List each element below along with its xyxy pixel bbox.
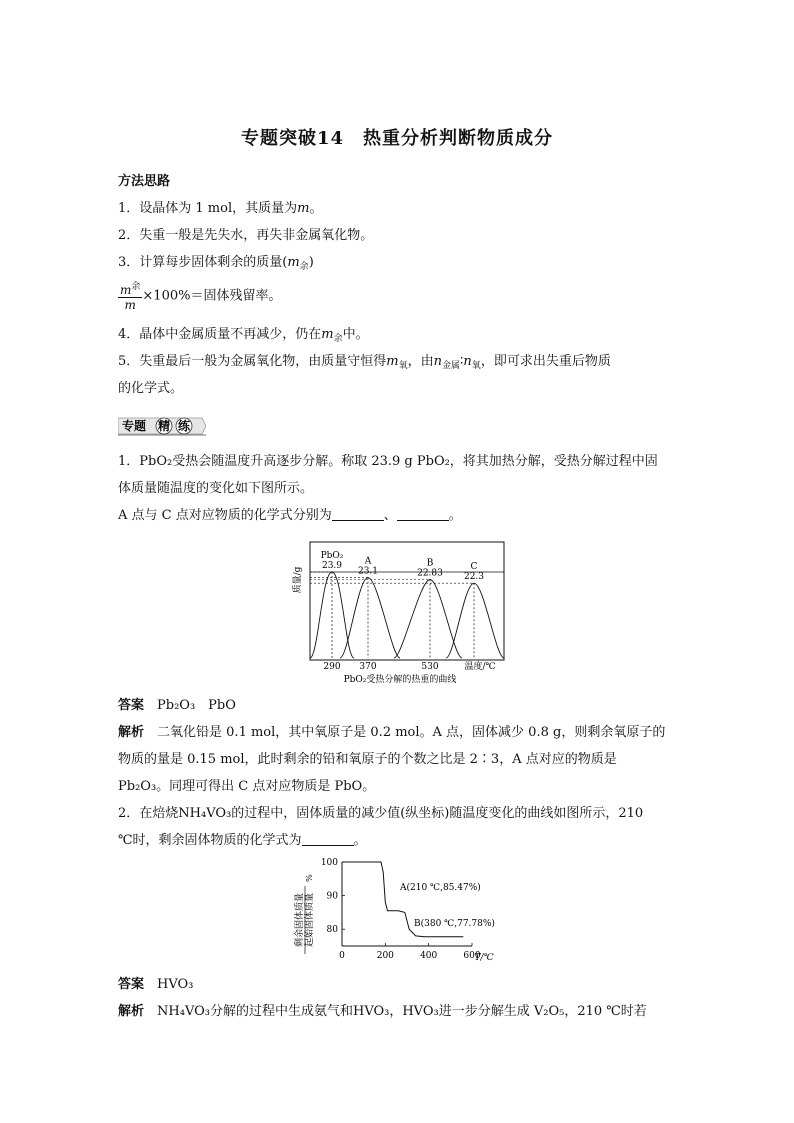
q1-analysis-3: Pb₂O₃。同理可得出 C 点对应物质是 PbO。 [118,779,376,794]
step-5-n2: n [463,354,472,369]
chart1-point-label-2: B [426,558,434,569]
q1-answer-value: Pb₂O₃ PbO [157,698,236,713]
step-5-text: 5．失重最后一般为金属氧化物，由质量守恒得 [118,354,387,369]
chart1-value-label-0: 23.9 [321,561,343,571]
step-5-n1: n [433,354,443,369]
q1-prompt: A 点与 C 点对应物质的化学式分别为 [118,508,332,523]
chart1-xlabel: 温度/℃ [464,662,496,672]
fraction-denominator: m [124,298,136,312]
method-step-2: 2．失重一般是先失水，再失非金属氧化物。 [118,228,374,243]
q1-analysis-label: 解析 [118,725,145,740]
chart1-xtick-1: 370 [359,662,377,672]
chart1-caption: PbO₂受热分解的热重的曲线 [343,675,457,685]
step-4-text: 4．晶体中金属质量不再减少，仍在 [118,327,322,342]
chart2-ylabel-unit: % [305,874,314,882]
chart1-point-label-0: PbO₂ [320,551,344,561]
chart2-ylabel-den: 起始固体质量 [305,892,315,948]
chart2-ylabel-num: 剩余固体质量 [295,892,305,948]
step-5-colon: ∶ [460,354,464,369]
q2-analysis-label: 解析 [118,1004,145,1019]
q2-analysis-1 [118,1003,678,1021]
q1-analysis-2: 物质的量是 0.15 mol，此时剩余的铅和氧原子的个数之比是 2∶3，A 点对应的物质是 [118,752,617,767]
method-step-5 [118,353,678,375]
method-step-1 [118,200,678,218]
chart1-ylabel: 质量/g [293,566,303,594]
chart1-point-label-3: C [470,562,478,573]
section-badge [118,416,206,436]
step-3-text: 3．计算每步固体剩余的质量( [118,255,288,270]
step-3-var: m [287,255,300,270]
step-4-end: 中。 [342,327,369,342]
step-3-end: ) [308,255,314,270]
step-5-var: m [386,354,399,369]
fraction-numerator: m [120,283,132,297]
q2-answer-label: 答案 [118,977,145,992]
chart2-xlabel: T/℃ [474,953,494,963]
q2-line-1: 2．在焙烧NH₄VO₃的过程中，固体质量的减少值(纵坐标)随温度变化的曲线如图所示，210 [118,806,644,821]
step-5-tail: ，即可求出失重后物质 [480,354,611,369]
step-4-sub: 余 [333,334,343,344]
step-3-sub: 余 [299,262,309,272]
chart2-ytick-2: 100 [320,858,338,868]
chart1-marks [310,551,484,658]
q2-line-2 [118,832,678,850]
method-step-4 [118,326,678,348]
page-title: 专题突破14 热重分析判断物质成分 [240,128,554,149]
fraction [118,280,142,312]
q2-answer-value: HVO₃ [157,977,194,992]
step-1-text: 1．设晶体为 1 mol，其质量为 [118,201,298,216]
q2-end: 。 [353,833,367,848]
q2-prompt: ℃时，剩余固体物质的化学式为 [118,833,302,848]
fraction-numerator-sub: 余 [131,282,141,292]
chart2-xtick-1: 200 [376,951,394,961]
chart1-point-label-1: A [364,556,372,567]
step-1-end: 。 [309,201,323,216]
chart1-value-label-2: 22.83 [417,568,443,579]
chart1-value-label-3: 22.3 [463,572,485,583]
chart2-ytick-1: 90 [326,891,338,902]
q1-blank-c [397,508,449,521]
badge-text-a: 专题 [122,419,147,433]
q1-analysis-text-1: 二氧化铅是 0.1 mol，其中氧原子是 0.2 mol。A 点，固体减少 0.8 g，则剩余氧原子的 [157,725,666,740]
chart1-curves [310,572,504,658]
q1-answer-label: 答案 [118,698,145,713]
q1-sep: 、 [383,508,397,523]
step-1-var: m [297,201,310,216]
q2-answer [118,976,678,994]
chart2-xtick-2: 400 [420,951,438,961]
chart1-xtick-0: 290 [323,662,341,672]
step-5-sub1: 氧 [398,361,408,371]
pbo2-chart [290,538,510,688]
step-4-var: m [321,327,334,342]
method-step-3 [118,254,678,276]
q1-end: 。 [448,508,462,523]
step-5-mid: ，由 [407,354,434,369]
chart2-ytick-0: 80 [326,925,338,936]
badge-text-b: 精 [158,419,171,433]
q1-line-1: 1．PbO₂受热会随温度升高逐步分解。称取 23.9 g PbO₂，将其加热分解，受热分解过程中固 [118,454,658,469]
step-5-sub2: 金属 [442,361,461,371]
chart2-ylabel [293,874,315,954]
q1-line-3 [118,507,678,525]
step-5-sub3: 氧 [471,361,481,371]
method-step-5-cont: 的化学式。 [118,381,184,396]
q2-analysis-text-1: NH₄VO₃分解的过程中生成氨气和HVO₃，HVO₃进一步分解生成 V₂O₅，210 ℃时若 [157,1004,647,1019]
chart1-xtick-2: 530 [421,662,439,672]
chart1-value-label-1: 23.1 [357,566,379,577]
badge-text-c: 练 [178,419,191,433]
q1-line-2: 体质量随温度的变化如下图所示。 [118,481,314,496]
q1-blank-a [332,508,384,521]
chart2-annotation-a: A(210 ℃,85.47%) [400,883,481,893]
chart2-xtick-0: 0 [339,951,345,961]
q1-analysis-1 [118,724,678,742]
method-heading: 方法思路 [118,174,171,189]
chart1-curve-3 [446,583,504,658]
q2-blank [302,833,354,846]
q1-answer [118,697,678,715]
formula-rest: ×100%＝固体残留率。 [142,288,282,304]
chart2-xtick-3: 600 [463,951,481,961]
chart2-annotation-b: B(380 ℃,77.78%) [414,919,495,929]
method-formula [118,280,678,312]
nh4vo3-chart [290,858,510,966]
